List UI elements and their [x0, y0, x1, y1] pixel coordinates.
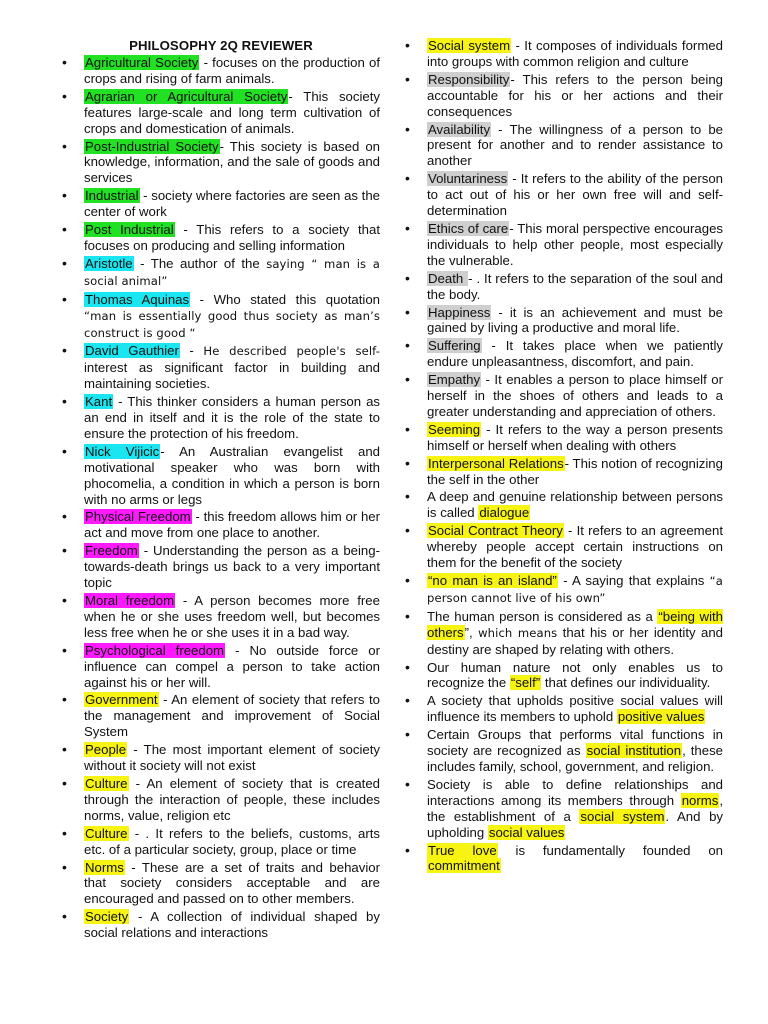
item-text: ”,: [464, 624, 479, 640]
highlighted-term: Psychological freedom: [85, 642, 225, 658]
item-text: -: [179, 343, 204, 359]
item-text: that defines our individuality.: [541, 675, 711, 691]
list-item: [405, 171, 723, 219]
highlighted-term: Availability: [428, 121, 491, 137]
item-text: - These are a set of traits and behavior that society considers acceptable and are encouraged and passed on to other members.: [84, 859, 380, 907]
highlighted-term: Culture: [85, 825, 128, 841]
highlighted-term: Thomas Aquinas: [85, 291, 190, 307]
highlighted-term: Culture: [85, 775, 128, 791]
quote-text: “a person cannot live of his own”: [427, 574, 723, 605]
list-item: [62, 188, 380, 220]
list-item: [405, 305, 723, 337]
item-text: - . It refers to the beliefs, customs, arts etc. of a particular society, group, place or time: [84, 825, 380, 857]
highlighted-term: People: [85, 742, 127, 758]
list-item: [62, 543, 380, 591]
list-item: [62, 256, 380, 290]
quote-text: “man is essentially good thus society as man’s construct is good “: [84, 308, 380, 340]
item-text: - focuses on the production of crops and rising of farm animals.: [84, 55, 380, 86]
list-item: [62, 643, 380, 691]
list-item: [62, 89, 380, 137]
highlighted-term: Industrial: [85, 188, 139, 204]
highlighted-term: social system: [580, 808, 665, 824]
list-item: [62, 742, 380, 774]
item-text: Our human nature not only enables us to recognize the: [427, 659, 723, 691]
highlighted-term: social values: [488, 824, 565, 840]
list-item: [405, 693, 723, 725]
highlighted-term: Voluntariness: [428, 171, 508, 187]
highlighted-term: Agrarian or Agricultural Society: [85, 88, 288, 104]
left-bullet-list: [62, 55, 380, 941]
item-text: A deep and genuine relationship between persons is called: [427, 489, 723, 521]
list-item: [405, 489, 723, 521]
highlighted-term: Suffering: [428, 338, 481, 354]
highlighted-term: Agricultural Society: [85, 55, 199, 70]
list-item: [62, 692, 380, 740]
item-text: - A person becomes more free when he or she uses freedom well, but becomes less free when he or she uses it in a bad way.: [84, 593, 380, 640]
highlighted-term: Ethics of care: [428, 220, 509, 236]
list-item: [62, 394, 380, 442]
item-text: - Understanding the person as a being-towards-death brings us back to a very important topic: [84, 543, 380, 591]
highlighted-term: commitment: [428, 858, 500, 874]
list-item: [62, 139, 380, 187]
highlighted-term: Post Industrial: [85, 222, 174, 238]
highlighted-term: David Gauthier: [85, 343, 179, 359]
list-item: [405, 573, 723, 607]
item-text: - This thinker considers a human person as an end in itself and it is the role of the state to ensure the protection of his freedom.: [84, 394, 380, 441]
list-item: [405, 609, 723, 658]
item-text: - This notion of recognizing the self in the other: [427, 455, 723, 487]
item-text: - No outside force or influence can compel a person to take action against his or her will.: [84, 642, 380, 690]
highlighted-term: Social system: [428, 38, 511, 53]
item-text: - This society features large-scale and long term cultivation of crops and domestication of animals.: [84, 88, 380, 136]
list-item: [62, 292, 380, 342]
list-item: [405, 221, 723, 269]
highlighted-term: Norms: [85, 859, 124, 875]
item-text: - It refers to an agreement whereby people accept certain instructions on them for the benefit of the society: [427, 523, 723, 571]
item-text: - An element of society that is created through the interaction of people, these includes norms, value, religion etc: [84, 775, 380, 823]
highlighted-term: “being with others: [427, 608, 723, 640]
quote-text: which means: [478, 625, 558, 640]
item-text: - The author of the: [133, 255, 267, 271]
list-item: [62, 593, 380, 641]
item-text: , the establishment of a: [427, 792, 723, 824]
highlighted-term: Moral freedom: [85, 593, 175, 608]
highlighted-term: Aristotle: [85, 255, 133, 271]
highlighted-term: True love: [428, 842, 497, 858]
list-item: [62, 343, 380, 392]
list-item: [405, 456, 723, 488]
quote-text: saying “ man is a social animal”: [84, 256, 380, 288]
list-item: [405, 271, 723, 303]
right-column: [405, 38, 723, 876]
highlighted-term: social institution: [586, 743, 682, 759]
item-text: that his or her identity and destiny are shaped by relating with others.: [427, 624, 723, 657]
highlighted-term: Social Contract Theory: [428, 523, 563, 539]
list-item: [62, 776, 380, 824]
item-text: A society that upholds positive social values will influence its members to uphold: [427, 693, 723, 725]
list-item: [62, 909, 380, 941]
highlighted-term: Nick Vijicic: [85, 443, 160, 459]
item-text: - Who stated this quotation: [190, 291, 380, 307]
list-item: [405, 72, 723, 120]
item-text: . And by upholding: [427, 808, 723, 840]
highlighted-term: Interpersonal Relations: [428, 455, 564, 471]
highlighted-term: Society: [85, 909, 129, 925]
item-text: - . It refers to the separation of the soul and the body.: [427, 270, 723, 302]
item-text: - This society is based on knowledge, information, and the sale of goods and services: [84, 138, 380, 186]
left-column: [62, 38, 380, 943]
highlighted-term: dialogue: [479, 505, 530, 521]
highlighted-term: Government: [85, 692, 158, 708]
item-text: The human person is considered as a: [427, 608, 658, 624]
item-text: is fundamentally founded on: [497, 842, 724, 858]
item-text: - it is an achievement and must be gained by living a productive and moral life.: [427, 304, 723, 336]
item-text: , these includes family, school, government, and religion.: [427, 743, 724, 774]
list-item: [62, 55, 380, 87]
highlighted-term: Empathy: [428, 372, 481, 388]
highlighted-term: Freedom: [85, 543, 138, 559]
highlighted-term: Death: [428, 270, 468, 286]
item-text: - The most important element of society without it society will not exist: [84, 742, 380, 774]
list-item: [405, 372, 723, 420]
list-item: [62, 509, 380, 541]
item-text: - It refers to the ability of the person to act out of his or her own free will and self-determination: [427, 171, 723, 219]
item-text: - This refers to the person being accountable for his or her actions and their consequences: [427, 71, 723, 119]
highlighted-term: Physical Freedom: [85, 509, 191, 525]
list-item: [405, 422, 723, 454]
highlighted-term: Seeming: [428, 421, 481, 437]
item-text: - An Australian evangelist and motivational speaker who was born with phocomelia, a condition in which a person is born with no arms or legs: [84, 443, 380, 507]
item-text: - It enables a person to place himself or herself in the shoes of others and leads to a greater understanding and appreciation of others.: [427, 372, 723, 419]
item-text: - society where factories are seen as the center of work: [84, 188, 380, 220]
item-text: - It composes of individuals formed into groups with common religion and culture: [427, 38, 723, 69]
item-text: Certain Groups that performs vital functions in society are recognized as: [427, 727, 723, 759]
item-text: - A saying that explains: [557, 573, 710, 588]
page-title: PHILOSOPHY 2Q REVIEWER: [129, 38, 313, 53]
item-text: - An element of society that refers to the management and improvement of Social System: [84, 692, 380, 740]
highlighted-term: norms: [681, 792, 719, 808]
quote-text: He described people's self-: [203, 344, 380, 359]
list-item: [405, 338, 723, 370]
highlighted-term: “self”: [510, 675, 541, 691]
item-text: - this freedom allows him or her act and move from one place to another.: [84, 509, 381, 541]
list-item: [62, 222, 380, 254]
highlighted-term: positive values: [617, 709, 705, 725]
item-text: - It refers to the way a person presents himself or herself when dealing with others: [427, 421, 723, 453]
list-item: [405, 660, 723, 692]
list-item: [405, 523, 723, 571]
list-item: [405, 122, 723, 170]
list-item: [62, 860, 380, 908]
item-text: - This moral perspective encourages individuals to help other people, most especially the vulnerable.: [427, 220, 723, 268]
highlighted-term: Post-Industrial Society: [85, 138, 219, 154]
list-item: [62, 826, 380, 858]
highlighted-term: Kant: [85, 394, 113, 410]
highlighted-term: Responsibility: [428, 71, 510, 87]
highlighted-term: Happiness: [428, 304, 491, 320]
highlighted-term: “no man is an island”: [428, 573, 557, 588]
item-text: - This refers to a society that focuses on producing and selling information: [84, 222, 381, 253]
list-item: [62, 444, 380, 508]
item-text: - A collection of individual shaped by social relations and interactions: [84, 909, 380, 941]
item-text: - It takes place when we patiently endure unpleasantness, discomfort, and pain.: [427, 338, 723, 370]
list-item: [405, 843, 723, 875]
list-item: [405, 38, 723, 70]
item-text: - The willingness of a person to be present for another and to render assistance to another: [427, 121, 723, 169]
item-text: Society is able to define relationships and interactions among its members through: [427, 776, 723, 808]
list-item: [405, 727, 723, 775]
right-bullet-list: [405, 38, 723, 874]
list-item: [405, 777, 723, 841]
item-text: interest as significant factor in building and maintaining societies.: [84, 360, 380, 392]
